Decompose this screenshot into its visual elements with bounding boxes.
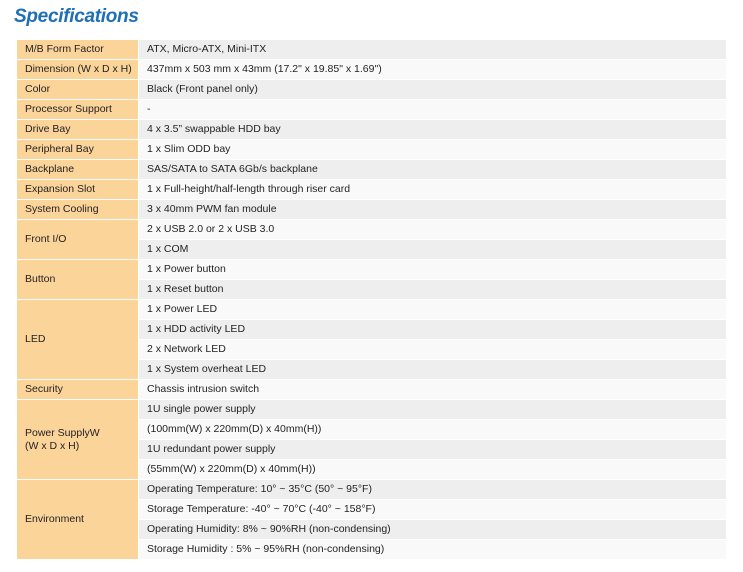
spec-value: 1 x Power button — [139, 260, 727, 280]
spec-value: 3 x 40mm PWM fan module — [139, 200, 727, 220]
spec-value: Storage Temperature: -40° ~ 70°C (-40° ~ 158°F) — [139, 500, 727, 520]
spec-label: Button — [17, 260, 139, 300]
spec-label: Backplane — [17, 160, 139, 180]
spec-value: 2 x USB 2.0 or 2 x USB 3.0 — [139, 220, 727, 240]
spec-value: Chassis intrusion switch — [139, 380, 727, 400]
spec-value: Operating Humidity: 8% ~ 90%RH (non-condensing) — [139, 520, 727, 540]
spec-value: 1 x Power LED — [139, 300, 727, 320]
spec-label: Drive Bay — [17, 120, 139, 140]
table-row — [17, 40, 727, 60]
spec-value: 2 x Network LED — [139, 340, 727, 360]
spec-value: 1 x System overheat LED — [139, 360, 727, 380]
table-row — [17, 380, 727, 400]
table-row — [17, 100, 727, 120]
table-row — [17, 120, 727, 140]
table-row — [17, 160, 727, 180]
spec-value: 437mm x 503 mm x 43mm (17.2" x 19.85" x 1.69") — [139, 60, 727, 80]
spec-label: Processor Support — [17, 100, 139, 120]
page-title: Specifications — [14, 6, 139, 27]
table-row — [17, 480, 727, 500]
specifications-table — [16, 39, 727, 560]
spec-value: Black (Front panel only) — [139, 80, 727, 100]
spec-label: Expansion Slot — [17, 180, 139, 200]
spec-value: 4 x 3.5” swappable HDD bay — [139, 120, 727, 140]
spec-label: LED — [17, 300, 139, 380]
spec-value: 1U single power supply — [139, 400, 727, 420]
table-row — [17, 400, 727, 420]
specifications-table-body — [17, 40, 727, 560]
spec-value: 1U redundant power supply — [139, 440, 727, 460]
spec-label: Peripheral Bay — [17, 140, 139, 160]
table-row — [17, 80, 727, 100]
spec-label: Front I/O — [17, 220, 139, 260]
spec-value: Storage Humidity : 5% ~ 95%RH (non-condensing) — [139, 540, 727, 560]
spec-value: 1 x HDD activity LED — [139, 320, 727, 340]
spec-label: Environment — [17, 480, 139, 560]
spec-value: Operating Temperature: 10° ~ 35°C (50° ~ 95°F) — [139, 480, 727, 500]
spec-value: SAS/SATA to SATA 6Gb/s backplane — [139, 160, 727, 180]
table-row — [17, 60, 727, 80]
spec-label: System Cooling — [17, 200, 139, 220]
table-row — [17, 140, 727, 160]
spec-label: Dimension (W x D x H) — [17, 60, 139, 80]
spec-label: Color — [17, 80, 139, 100]
spec-value: ATX, Micro-ATX, Mini-ITX — [139, 40, 727, 60]
spec-value: (100mm(W) x 220mm(D) x 40mm(H)) — [139, 420, 727, 440]
table-row — [17, 180, 727, 200]
spec-value: 1 x Full-height/half-length through riser card — [139, 180, 727, 200]
spec-value: 1 x COM — [139, 240, 727, 260]
spec-value: (55mm(W) x 220mm(D) x 40mm(H)) — [139, 460, 727, 480]
spec-value: 1 x Slim ODD bay — [139, 140, 727, 160]
table-row — [17, 260, 727, 280]
spec-label: M/B Form Factor — [17, 40, 139, 60]
table-row — [17, 200, 727, 220]
spec-value: - — [139, 100, 727, 120]
spec-value: 1 x Reset button — [139, 280, 727, 300]
table-row — [17, 220, 727, 240]
spec-label: Security — [17, 380, 139, 400]
spec-label: Power SupplyW (W x D x H) — [17, 400, 139, 480]
table-row — [17, 300, 727, 320]
